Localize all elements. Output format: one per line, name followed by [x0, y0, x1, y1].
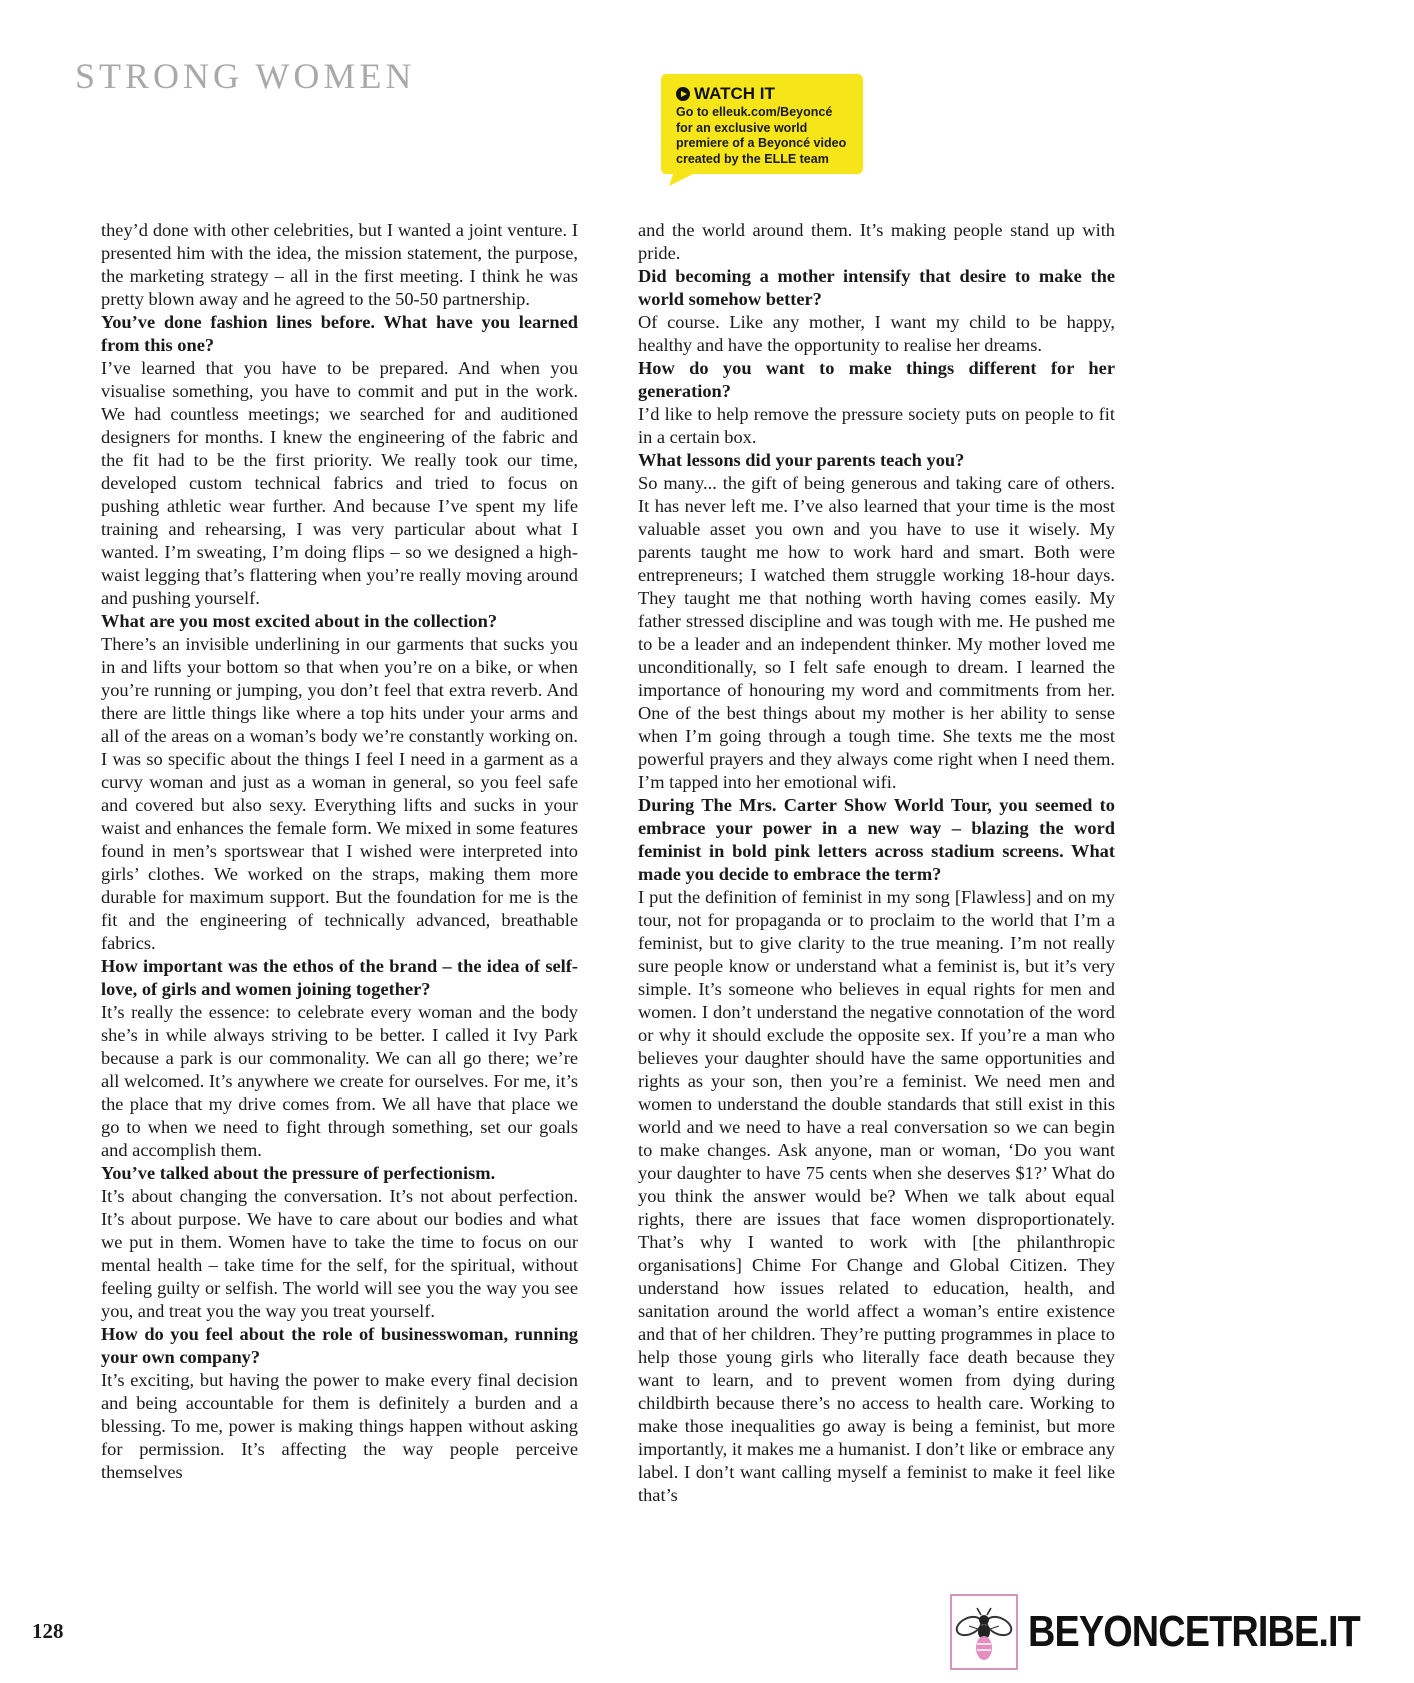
answer-paragraph: I’ve learned that you have to be prepared. And when you visualise something, you have to commit and put in the work. We had countless meetings; we searched for and auditioned designers for months. I knew the engineering of the fabric and the fit had to be the first priority. We really took our time, developed custom technical fabrics and tried to focus on pushing athletic wear further. And because I’ve spent my life training and rehearsing, I was very particular about what I wanted. I’m sweating, I’m doing flips – so we designed a high-waist legging that’s flattering when you’re really moving around and pushing yourself. [101, 358, 578, 608]
question-heading: During The Mrs. Carter Show World Tour, you seemed to embrace your power in a new way – blazing the word feminist in bold pink letters across stadium screens. What made you decide to embrace the term? [638, 795, 1115, 884]
answer-paragraph: Of course. Like any mother, I want my child to be happy, healthy and have the opportunity to realise her dreams. [638, 312, 1115, 355]
answer-paragraph: they’d done with other celebrities, but I wanted a joint venture. I presented him with the idea, the mission statement, the purpose, the marketing strategy – all in the first meeting. I think he was pretty blown away and he agreed to the 50-50 partnership. [101, 220, 578, 309]
question-heading: How do you feel about the role of businesswoman, running your own company? [101, 1324, 578, 1367]
callout-text [676, 105, 861, 167]
answer-paragraph: and the world around them. It’s making people stand up with pride. [638, 220, 1115, 263]
answer-paragraph: So many... the gift of being generous and taking care of others. It has never left me. I’ve also learned that your time is the most valuable asset you own and you have to use it wisely. My parents taught me how to work hard and smart. Both were entrepreneurs; I watched them struggle working 18-hour days. They taught me that nothing worth having comes easily. My father stressed discipline and was tough with me. He pushed me to be a leader and an independent thinker. My mother loved me unconditionally, so I felt safe enough to dream. I learned the importance of honouring my word and commitments from her. One of the best things about my mother is her ability to sense when I’m going through a tough time. She texts me the most powerful prayers and they always come right when I need them. I’m tapped into her emotional wifi. [638, 473, 1115, 792]
page-number: 128 [32, 1619, 64, 1643]
answer-paragraph: I’d like to help remove the pressure society puts on people to fit in a certain box. [638, 404, 1115, 447]
right-column [638, 219, 1115, 1507]
question-heading: You’ve talked about the pressure of perfectionism. [101, 1163, 496, 1183]
question-heading: What lessons did your parents teach you? [638, 450, 965, 470]
callout-line: Go to elleuk.com/Beyoncé [676, 105, 833, 119]
question-heading: You’ve done fashion lines before. What have you learned from this one? [101, 312, 578, 355]
left-column [101, 219, 578, 1484]
watermark [950, 1594, 1414, 1670]
answer-paragraph: There’s an invisible underlining in our garments that sucks you in and lifts your bottom so that when you’re on a bike, or when you’re running or jumping, you don’t feel that extra reverb. And there are little things like where a top hits under your arms and all of the areas on a woman’s body we’re constantly working on. I was so specific about the things I feel I need in a garment as a curvy woman and just as a woman in general, so you feel safe and covered but also sexy. Everything lifts and sucks in your waist and enhances the female form. We mixed in some features found in men’s sportswear that I wished were interpreted into girls’ clothes. We worked on the straps, making them more durable for maximum support. But the foundation for me is the fit and the engineering of technically advanced, breathable fabrics. [101, 634, 578, 953]
watch-it-callout [661, 74, 863, 186]
question-heading: How important was the ethos of the brand – the idea of self-love, of girls and women joining together? [101, 956, 578, 999]
question-heading: Did becoming a mother intensify that desire to make the world somehow better? [638, 266, 1115, 309]
section-title: STRONG WOMEN [75, 56, 416, 96]
answer-paragraph: It’s exciting, but having the power to make every final decision and being accountable for them is definitely a burden and a blessing. To me, power is making things happen without asking for permission. It’s affecting the way people perceive themselves [101, 1370, 578, 1482]
callout-line: created by the ELLE team [676, 151, 829, 166]
callout-line: premiere of a Beyoncé video [676, 136, 847, 150]
play-icon [676, 87, 690, 101]
answer-paragraph: I put the definition of feminist in my song [Flawless] and on my tour, not for propaganda or to proclaim to the world that I’m a feminist, but to give clarity to the true meaning. I’m not really sure people know or understand what a feminist is, but it’s very simple. It’s someone who believes in equal rights for men and women. I don’t understand the negative connotation of the word or why it should exclude the opposite sex. If you’re a man who believes your daughter should have the same opportunities and rights as your son, then you’re a feminist. We need men and women to understand the double standards that still exist in this world and we need to have a real conversation so we can begin to make changes. Ask anyone, man or woman, ‘Do you want your daughter to have 75 cents when she deserves $1?’ What do you think the answer would be? When we talk about equal rights, there are issues that face women disproportionately. That’s why I wanted to work with [the philanthropic organisations] Chime For Change and Global Citizen. They understand how issues related to education, health, and sanitation around the world affect a woman’s entire existence and that of her children. They’re putting programmes in place to help those young girls who literally face death because they want to learn, and to prevent women from dying during childbirth because there’s no access to health care. Working to make those inequalities go away is being a feminist, but more importantly, it makes me a humanist. I don’t like or embrace any label. I don’t want calling myself a feminist to make it feel like that’s [638, 887, 1115, 1505]
watermark-logo [950, 1594, 1018, 1670]
bee-icon [952, 1596, 1016, 1668]
callout-line: for an exclusive world [676, 120, 808, 135]
question-heading: How do you want to make things different for her generation? [638, 358, 1115, 401]
question-heading: What are you most excited about in the collection? [101, 611, 498, 631]
watermark-text: BEYONCETRIBE.IT [1028, 1607, 1360, 1656]
answer-paragraph: It’s really the essence: to celebrate every woman and the body she’s in while always striving to be better. I called it Ivy Park because a park is our commonality. We can all go there; we’re all welcomed. It’s anywhere we create for ourselves. For me, it’s the place that my drive comes from. We all have that place we go to when we need to fight through something, set our goals and accomplish them. [101, 1002, 578, 1160]
callout-title: WATCH IT [694, 84, 775, 103]
answer-paragraph: It’s about changing the conversation. It’s not about perfection. It’s about purpose. We have to care about our bodies and what we put in them. Women have to take the time to focus on our mental health – take time for the self, for the spiritual, without feeling guilty or selfish. The world will see you the way you see you, and treat you the way you treat yourself. [101, 1186, 578, 1321]
